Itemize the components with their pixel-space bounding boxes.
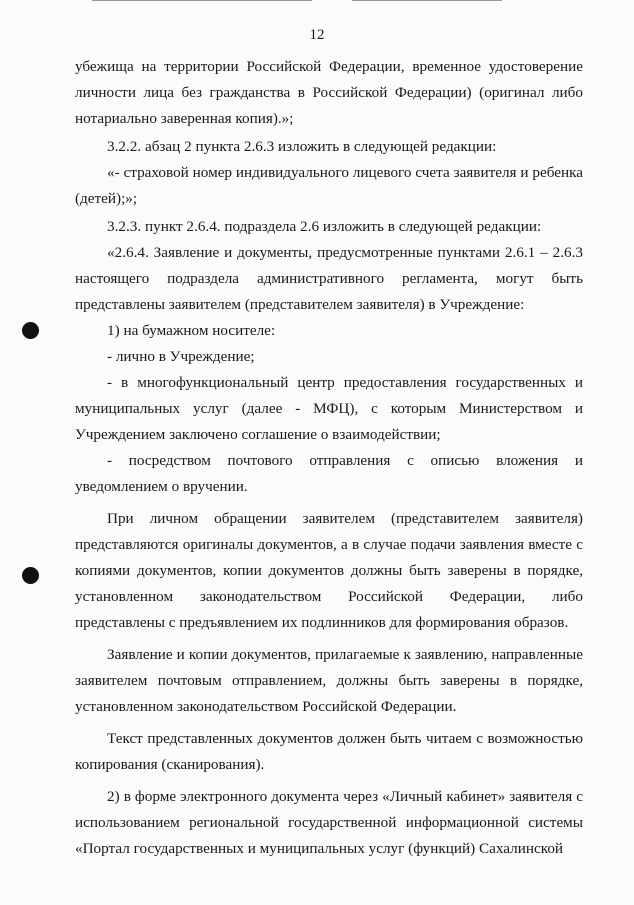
paragraph: - посредством почтового отправления с описью вложения и уведомлением о вручении. xyxy=(75,452,583,495)
scan-edge-mark xyxy=(352,0,502,1)
paragraph: «2.6.4. Заявление и документы, предусмотренные пунктами 2.6.1 – 2.6.3 настоящего подраздела административного регламента, могут быть представлены заявителем (представителем заявителя) в Учреждение: xyxy=(75,244,583,313)
paragraph: убежища на территории Российской Федерации, временное удостоверение личности лица без гражданства в Российской Федерации) (оригинал либо нотариально заверенная копия).»; xyxy=(75,58,583,127)
scan-edge-mark xyxy=(92,0,312,1)
paragraph: 3.2.3. пункт 2.6.4. подраздела 2.6 изложить в следующей редакции: xyxy=(107,218,542,235)
punch-hole xyxy=(22,567,39,584)
document-body xyxy=(75,54,583,862)
punch-hole xyxy=(22,322,39,339)
paragraph: При личном обращении заявителем (представителем заявителя) представляются оригиналы документов, а в случае подачи заявления вместе с копиями документов, копии документов должны быть заверены в порядке, установленном законодательством Российской Федерации, либо представлены с предъявлением их подлинников для формирования образов. xyxy=(75,510,583,631)
paragraph: Текст представленных документов должен быть читаем с возможностью копирования (сканирования). xyxy=(75,730,583,773)
paragraph: - в многофункциональный центр предоставления государственных и муниципальных услуг (далее - МФЦ), с которым Министерством и Учреждением заключено соглашение о взаимодействии; xyxy=(75,374,583,443)
paragraph: Заявление и копии документов, прилагаемые к заявлению, направленные заявителем почтовым отправлением, должны быть заверены в порядке, установленном законодательством Российской Федерации. xyxy=(75,646,583,715)
paragraph: 2) в форме электронного документа через «Личный кабинет» заявителя с использованием региональной государственной информационной системы «Портал государственных и муниципальных услуг (функций) Сахалинской xyxy=(75,788,583,857)
paragraph: «- страховой номер индивидуального лицевого счета заявителя и ребенка (детей);»; xyxy=(75,164,583,207)
paragraph: 3.2.2. абзац 2 пункта 2.6.3 изложить в следующей редакции: xyxy=(107,138,497,155)
page-number: 12 xyxy=(309,27,325,43)
paragraph: - лично в Учреждение; xyxy=(107,348,255,365)
paragraph: 1) на бумажном носителе: xyxy=(107,322,276,339)
